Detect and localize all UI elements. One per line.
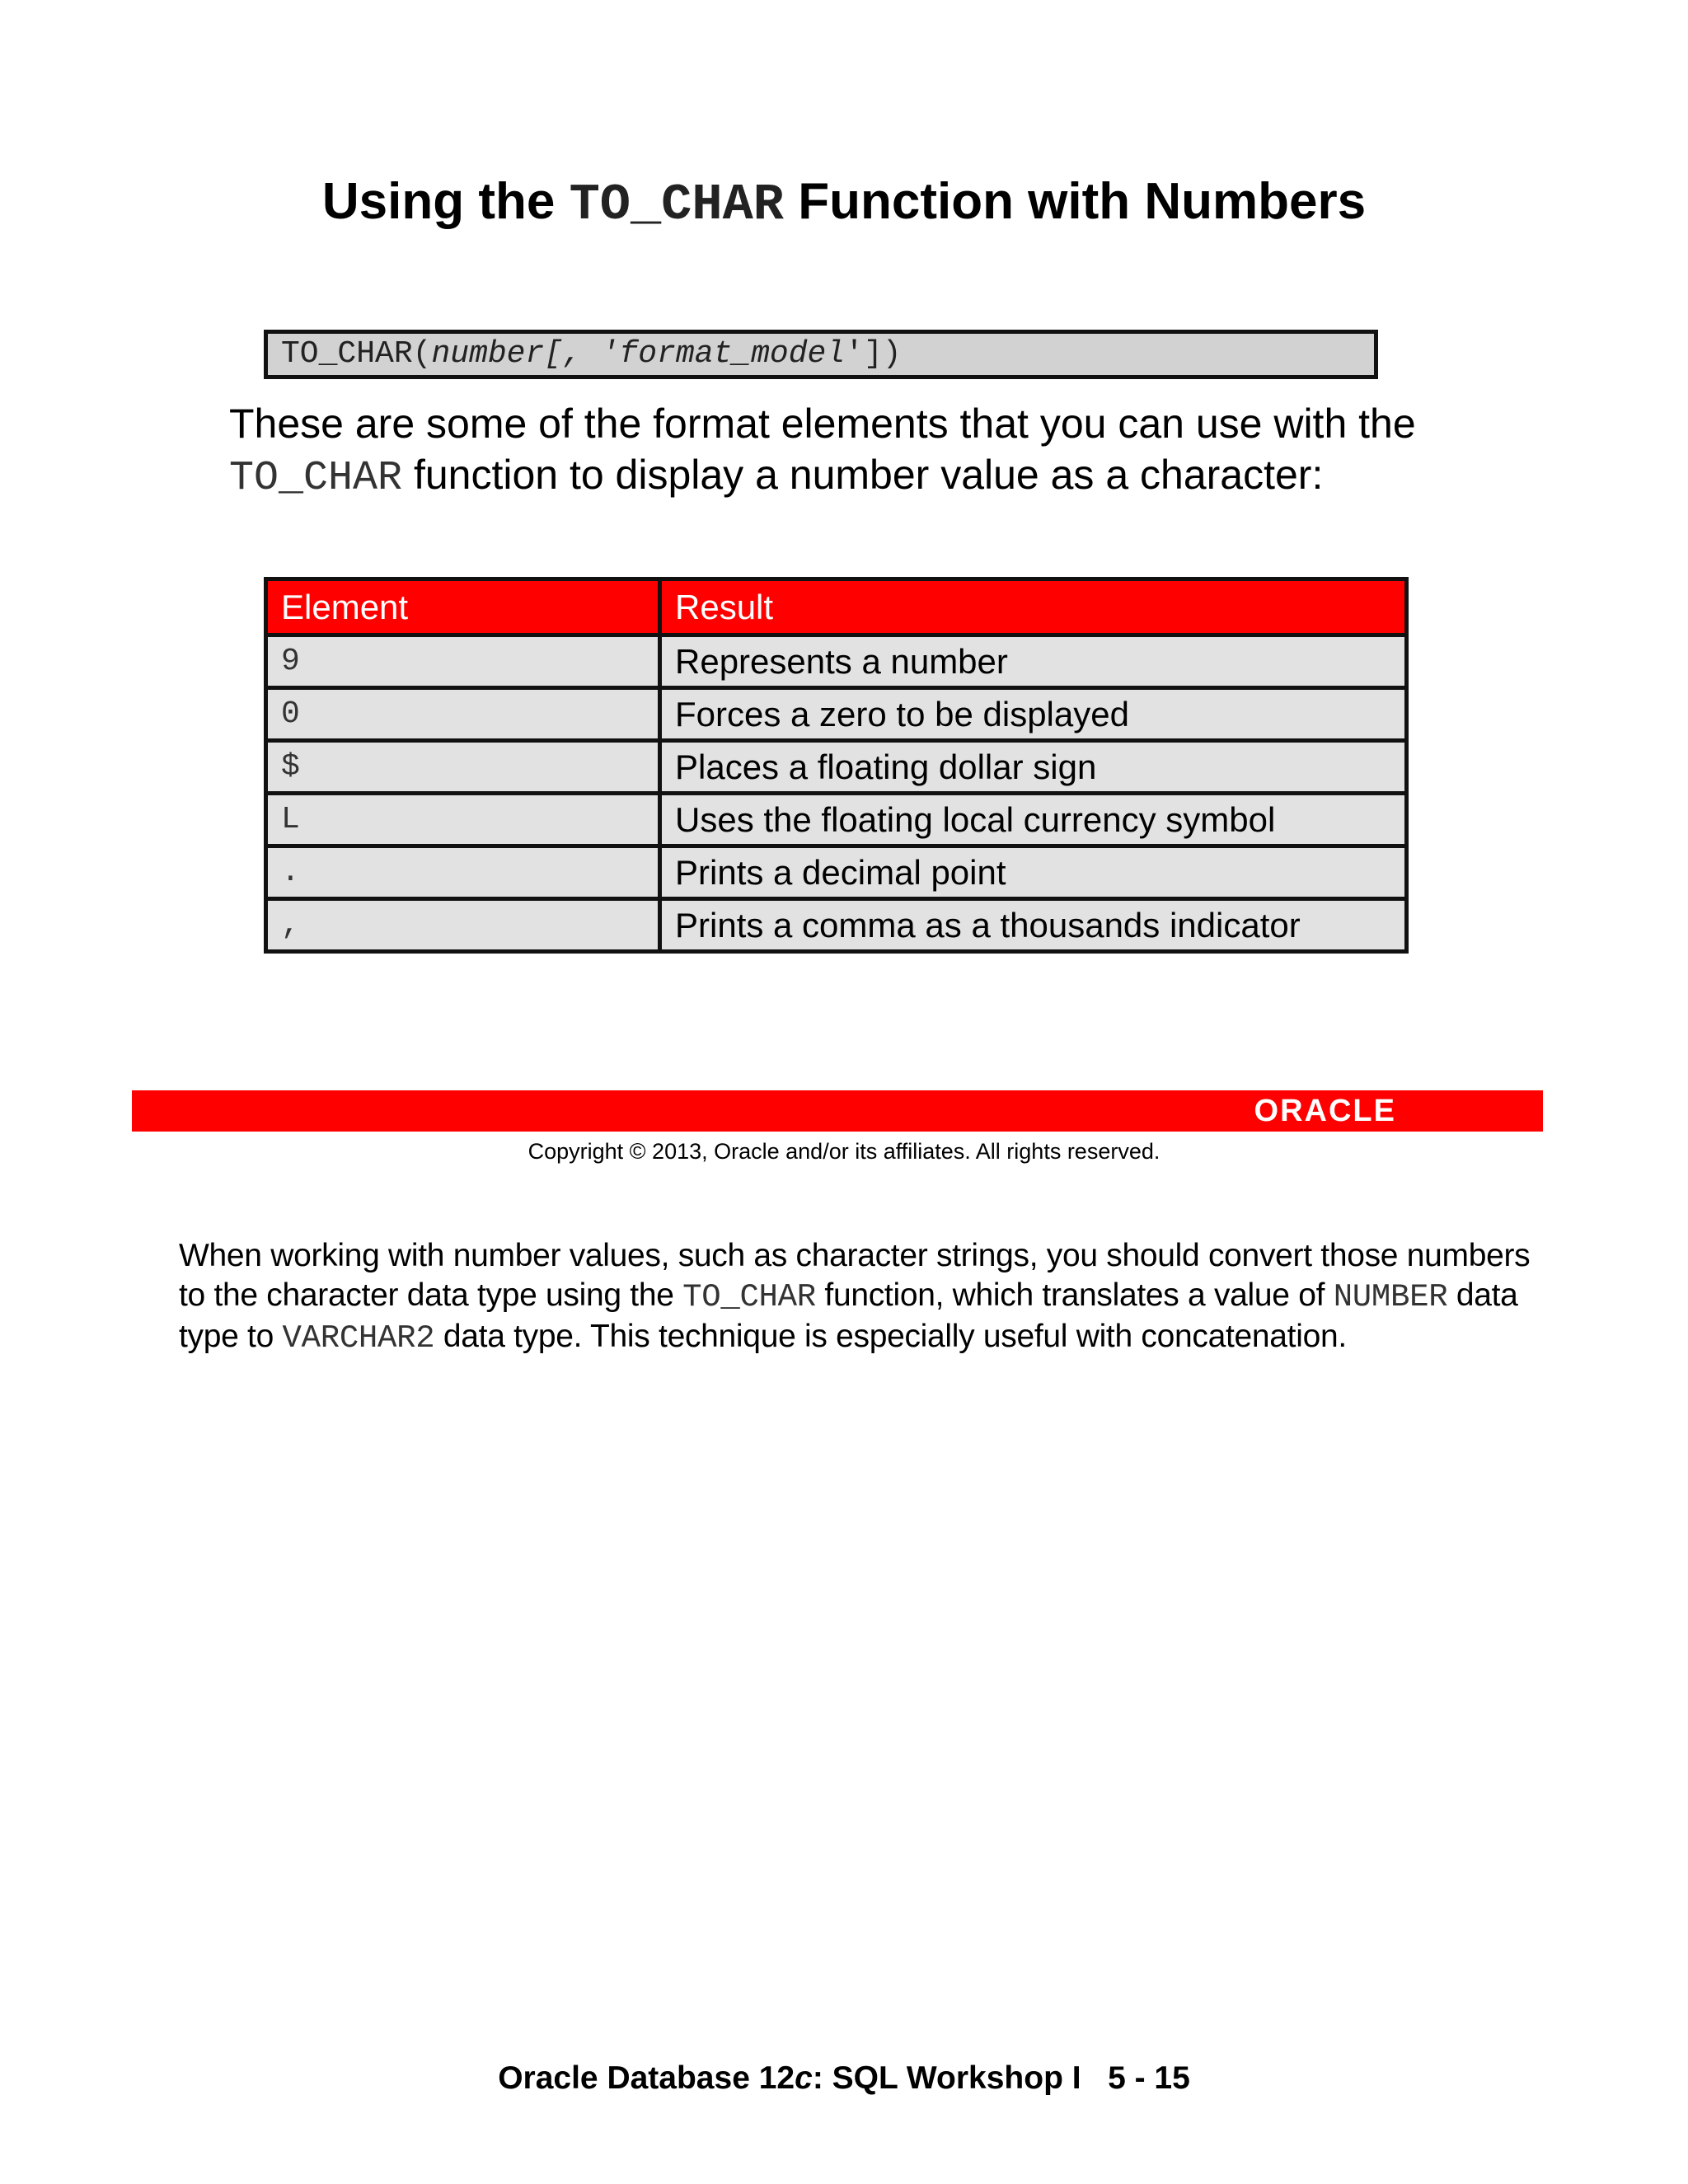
element-cell: .: [266, 846, 660, 899]
table-row: [266, 741, 1407, 794]
table-row: [266, 635, 1407, 688]
slide-intro: These are some of the format elements that you can use with the TO_CHAR function to display a number value as a character:: [229, 401, 1416, 502]
syntax-box: TO_CHAR(number[, 'format_model']): [264, 330, 1378, 379]
result-cell: Forces a zero to be displayed: [660, 688, 1407, 741]
oracle-brand-bar: [132, 1090, 1543, 1132]
instructor-notes: When working with number values, such as character strings, you should convert those numbers to the character data type using the TO_CHAR function, which translates a value of NUMBER data type to VARCHAR2 data type. This technique is especially useful with concatenation.: [179, 1238, 1531, 1357]
table-row: [266, 794, 1407, 846]
element-cell: ,: [266, 899, 660, 952]
table-row: [266, 846, 1407, 899]
title-code: TO_CHAR: [569, 176, 785, 234]
result-cell: Prints a decimal point: [660, 846, 1407, 899]
element-cell: L: [266, 794, 660, 846]
element-cell: 9: [266, 635, 660, 688]
result-cell: Represents a number: [660, 635, 1407, 688]
element-cell: $: [266, 741, 660, 794]
column-header-result: Result: [660, 579, 1407, 635]
table-row: [266, 688, 1407, 741]
table-row: [266, 899, 1407, 952]
format-elements-table: [264, 577, 1409, 954]
result-cell: Places a floating dollar sign: [660, 741, 1407, 794]
notes-code-to-char: TO_CHAR: [682, 1279, 816, 1315]
result-cell: Prints a comma as a thousands indicator: [660, 899, 1407, 952]
column-header-element: Element: [266, 579, 660, 635]
slide-title: Using the TO_CHAR Function with Numbers: [321, 173, 1367, 234]
notes-code-number: NUMBER: [1333, 1279, 1448, 1315]
intro-code: TO_CHAR: [229, 455, 403, 502]
copyright-notice: Copyright © 2013, Oracle and/or its affiliates. All rights reserved.: [528, 1139, 1160, 1164]
table-header-row: [266, 579, 1407, 635]
notes-code-varchar2: VARCHAR2: [282, 1320, 435, 1357]
element-cell: 0: [266, 688, 660, 741]
result-cell: Uses the floating local currency symbol: [660, 794, 1407, 846]
oracle-logo: ORACLE: [1254, 1094, 1396, 1128]
page-footer: Oracle Database 12c: SQL Workshop I 5 - 15: [498, 2060, 1190, 2096]
